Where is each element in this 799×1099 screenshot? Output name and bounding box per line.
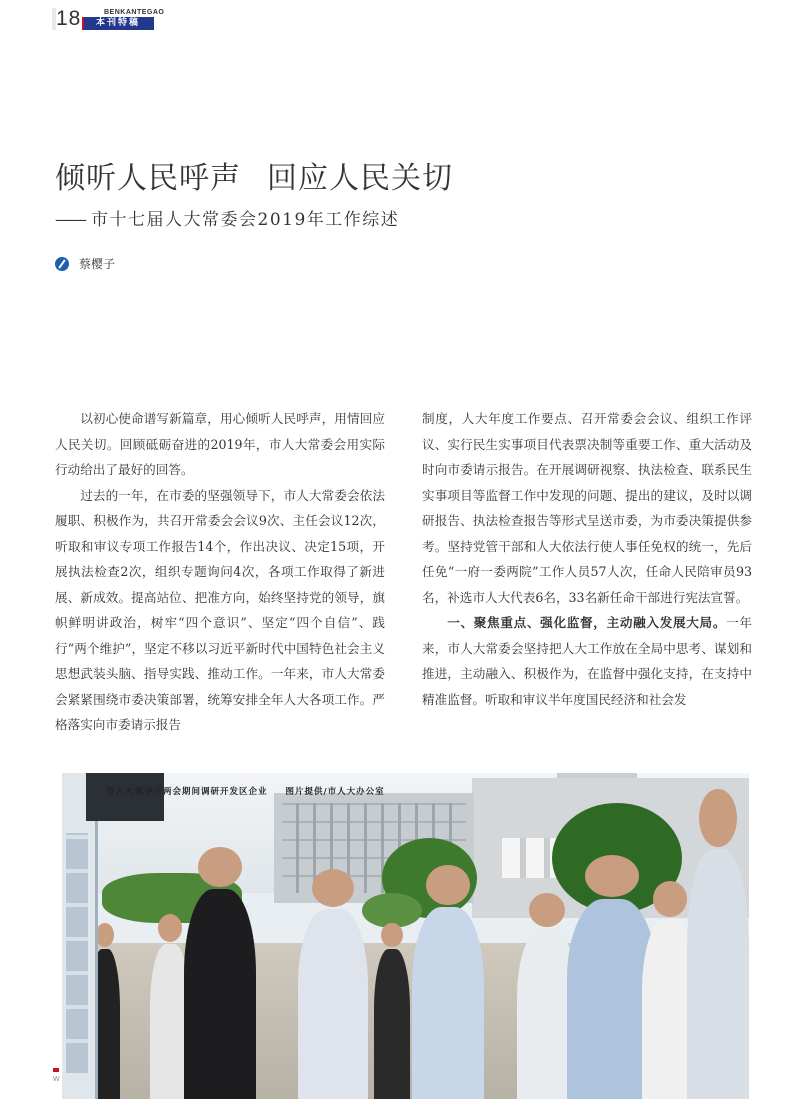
article-photo — [62, 773, 749, 1099]
photo-person — [374, 949, 410, 1099]
body-column-left — [55, 406, 385, 738]
article-title-part1: 倾听人民呼声 — [55, 161, 241, 196]
pen-icon — [55, 257, 69, 271]
body-paragraph-continued: 制度，人大年度工作要点、召开常委会会议、组织工作评议、实行民生实事项目代表票决制等重要工作、重大活动及时向市委请示报告。在开展调研视察、执法检查、联系民生实事项目等监督工作中发现的问题、提出的建议，及时以调研报告、执法检查报告等形式呈送市委，为市委决策提供参考。坚持党管干部和人大依法行使人事任免权的统一，先后任免“一府一委两院”工作人员57人次，任命人民陪审员93名，补选市人大代表6名，33名新任命干部进行宪法宣誓。 — [422, 411, 752, 605]
photo-signboard — [62, 773, 98, 1099]
photo-person — [412, 907, 484, 1099]
corner-mark — [53, 1068, 63, 1083]
body-paragraph — [422, 610, 752, 712]
photo-person — [298, 909, 368, 1099]
article-subtitle — [55, 205, 399, 230]
body-text: 一年来，市人大常委会坚持把人大工作放在全局中思考、谋划和推进，主动融入、积极作为，在监督中强化支持，在支持中精准监督。听取和审议半年度国民经济和社会发 — [422, 615, 753, 707]
article-title — [55, 153, 453, 197]
photo-caption-text: 市人大领导于两会期间调研开发区企业 — [106, 787, 268, 797]
page-number: 18 — [56, 7, 82, 30]
body-column-right — [422, 406, 752, 712]
subtitle-dash: —— — [55, 210, 85, 230]
body-paragraph: 过去的一年，在市委的坚强领导下，市人大常委会依法履职、积极作为，共召开常委会会议9次、主任会议12次，听取和审议专项工作报告14个，作出决议、决定15项，开展执法检查2次，组织专题询问4次，各项工作取得了新进展、新成效。提高站位、把准方向，始终坚持党的领导，旗帜鲜明讲政治，树牢“四个意识”、坚定“四个自信”、践行“两个维护”，坚定不移以习近平新时代中国特色社会主义思想武装头脑、指导实践、推动工作。一年来，市人大常委会紧紧围绕市委决策部署，统筹安排全年人大各项工作。严格落实向市委请示报告 — [55, 487, 385, 732]
corner-text: W — [53, 1076, 60, 1083]
photo-credit: 图片提供/市人大办公室 — [285, 787, 385, 797]
section-label-cn: 本刊特稿 — [82, 17, 154, 30]
body-paragraph: 以初心使命谱写新篇章，用心倾听人民呼声，用情回应人民关切。回顾砥砺奋进的2019年，市人大常委会用实际行动给出了最好的回答。 — [55, 411, 385, 477]
photo-person — [687, 849, 749, 1099]
page-header — [52, 8, 212, 30]
corner-logo-mark — [53, 1068, 59, 1072]
photo-awning — [86, 773, 164, 821]
article-title-part2: 回应人民关切 — [267, 161, 453, 196]
photo-person — [184, 889, 256, 1099]
section-label-en: BENKANTEGAO — [104, 9, 165, 16]
author-name: 蔡樱子 — [79, 257, 116, 271]
section-heading-inline: 一、聚焦重点、强化监督，主动融入发展大局。 — [447, 615, 727, 630]
photo-caption — [106, 785, 385, 797]
subtitle-text: 市十七届人大常委会2019年工作综述 — [91, 210, 400, 230]
